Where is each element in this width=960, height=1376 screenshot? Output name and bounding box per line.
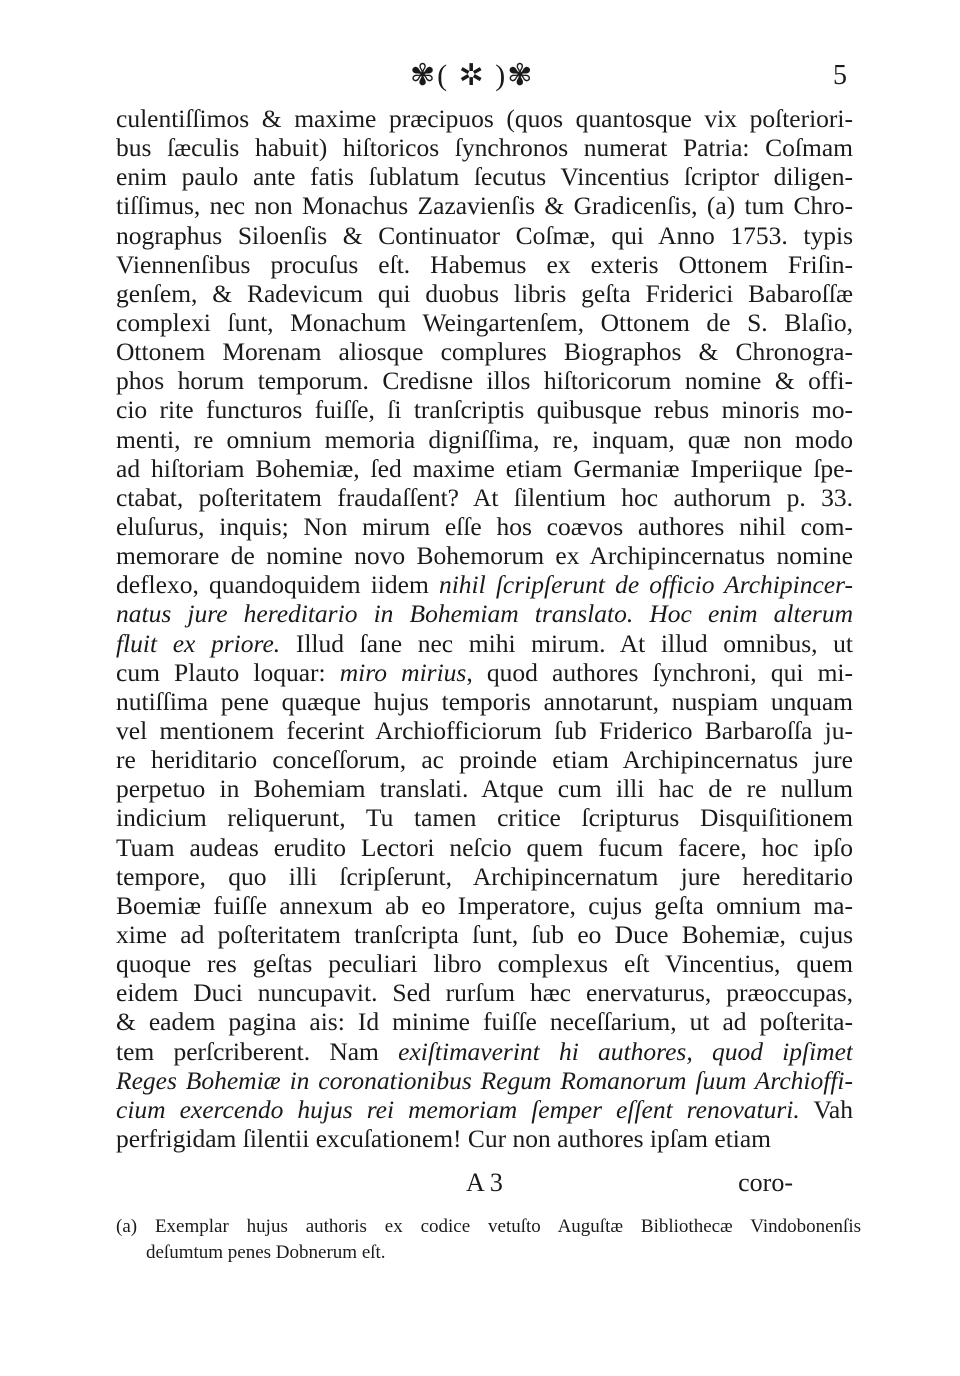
- text-line: [116, 862, 853, 891]
- text-segment: eidem Duci nuncupavit. Sed rurſum hæc enervaturus, præoccupas,: [116, 978, 853, 1008]
- page-number: 5: [833, 60, 847, 91]
- text-segment: Vah: [799, 1094, 853, 1124]
- text-segment: Viennenſibus procuſus eſt. Habemus ex exteris Ottonem Friſin-: [116, 249, 853, 279]
- text-line: [116, 949, 853, 978]
- text-segment: Ottonem Morenam aliosque complures Biographos & Chronogra-: [116, 337, 853, 367]
- text-line: [116, 221, 853, 250]
- running-header: [0, 58, 960, 98]
- text-segment: ctabat, poſteritatem fraudaſſent? At ſilentium hoc authorum p. 33.: [116, 482, 853, 512]
- text-line: [116, 483, 853, 512]
- text-line: [116, 774, 853, 803]
- text-line: [116, 250, 853, 279]
- text-line: [116, 920, 853, 949]
- italic-segment: natus jure hereditario in Bohemiam translato. Hoc enim alterum: [116, 599, 853, 629]
- text-segment: memorare de nomine novo Bohemorum ex Archipincernatus nomine: [116, 541, 853, 571]
- text-line: [116, 716, 853, 745]
- text-segment: phos horum temporum. Credisne illos hiſtoricorum nomine & offi-: [116, 366, 853, 396]
- text-segment: re heriditario conceſſorum, ac proinde etiam Archipincernatus jure: [116, 745, 853, 775]
- text-segment: nographus Siloenſis & Continuator Coſmæ, qui Anno 1753. typis: [116, 220, 853, 250]
- text-line: [116, 512, 853, 541]
- text-segment: quoque res geſtas peculiari libro complexus eſt Vincentius, quem: [116, 949, 853, 979]
- italic-segment: Reges Bohemiæ in coronationibus Regum Romanorum ſuum Archioffi-: [116, 1065, 853, 1095]
- text-line: [116, 1124, 853, 1153]
- footnote-line-2: deſumtum penes Dobnerum eſt.: [146, 1242, 386, 1263]
- text-segment: tiſſimus, nec non Monachus Zazavienſis & Gradicenſis, (a) tum Chro-: [116, 191, 853, 221]
- signature-row: [116, 1168, 853, 1200]
- footnote: [116, 1214, 861, 1266]
- text-segment: Illud ſane nec mihi mirum. At illud omnibus, ut: [280, 628, 853, 658]
- text-line: [116, 629, 853, 658]
- text-segment: Tuam audeas erudito Lectori neſcio quem fucum facere, hoc ipſo: [116, 832, 853, 862]
- text-line: [116, 833, 853, 862]
- text-segment: indicium reliquerunt, Tu tamen critice ſcripturus Disquiſitionem: [116, 803, 853, 833]
- text-segment: deflexo, quandoquidem iidem: [116, 570, 439, 600]
- text-line: [116, 891, 853, 920]
- text-line: [116, 1095, 853, 1124]
- text-line: [116, 570, 853, 599]
- text-segment: tem perſcriberent. Nam: [116, 1036, 399, 1066]
- italic-segment: exiſtimaverint hi authores, quod ipſimet: [398, 1036, 853, 1066]
- text-line: [116, 1007, 853, 1036]
- text-line: [116, 308, 853, 337]
- text-line: [116, 425, 853, 454]
- text-line: [116, 191, 853, 220]
- text-line: [116, 104, 853, 133]
- text-segment: eluſurus, inquis; Non mirum eſſe hos coævos authores nihil com-: [116, 511, 853, 541]
- text-segment: xime ad poſteritatem tranſcripta ſunt, ſub eo Duce Bohemiæ, cujus: [116, 919, 853, 949]
- text-line: [116, 1037, 853, 1066]
- text-segment: vel mentionem fecerint Archiofficiorum ſub Friderico Barbaroſſa ju-: [116, 715, 853, 745]
- italic-segment: cium exercendo hujus rei memoriam ſemper eſſent renovaturi.: [116, 1094, 800, 1124]
- text-segment: tempore, quo illi ſcripſerunt, Archipincernatum jure hereditario: [116, 861, 853, 891]
- footnote-line-1: (a) Exemplar hujus authoris ex codice vetuſto Auguſtæ Bibliothecæ Vindobonenſis: [116, 1216, 861, 1237]
- text-line: [116, 803, 853, 832]
- text-segment: nutiſſima pene quæque hujus temporis annotarunt, nuspiam unquam: [116, 686, 853, 716]
- text-line: [116, 133, 853, 162]
- signature-mark: A 3: [466, 1168, 503, 1197]
- text-segment: menti, re omnium memoria digniſſima, re, inquam, quæ non modo: [116, 424, 853, 454]
- text-line: [116, 395, 853, 424]
- text-line: [116, 745, 853, 774]
- text-segment: perfrigidam ſilentii excuſationem! Cur non authores ipſam etiam: [116, 1123, 772, 1153]
- text-segment: perpetuo in Bohemiam translati. Atque cum illi hac de re nullum: [116, 774, 853, 804]
- text-line: [116, 658, 853, 687]
- text-line: [116, 541, 853, 570]
- text-segment: complexi ſunt, Monachum Weingartenſem, Ottonem de S. Blaſio,: [116, 307, 853, 337]
- header-ornament: ✾( ✲ )✾: [410, 59, 535, 92]
- catchword: coro-: [738, 1168, 793, 1197]
- text-segment: , quod authores ſynchroni, qui mi-: [466, 657, 853, 687]
- text-line: [116, 687, 853, 716]
- text-segment: & eadem pagina ais: Id minime fuiſſe neceſſarium, ut ad poſterita-: [116, 1007, 853, 1037]
- text-segment: Boemiæ fuiſſe annexum ab eo Imperatore, cujus geſta omnium ma-: [116, 890, 853, 920]
- text-line: [116, 366, 853, 395]
- text-segment: genſem, & Radevicum qui duobus libris geſta Friderici Babaroſſæ: [116, 278, 853, 308]
- text-line: [116, 337, 853, 366]
- text-segment: cio rite functuros fuiſſe, ſi tranſcriptis quibusque rebus minoris mo-: [116, 395, 853, 425]
- italic-segment: nihil ſcripſerunt de officio Archipincer-: [438, 570, 853, 600]
- text-segment: ad hiſtoriam Bohemiæ, ſed maxime etiam Germaniæ Imperiique ſpe-: [116, 453, 853, 483]
- italic-segment: miro mirius: [339, 657, 467, 687]
- text-segment: bus ſæculis habuit) hiſtoricos ſynchronos numerat Patria: Coſmam: [116, 133, 853, 163]
- text-line: [116, 162, 853, 191]
- text-line: [116, 454, 853, 483]
- text-segment: enim paulo ante fatis ſublatum ſecutus Vincentius ſcriptor diligen-: [116, 162, 853, 192]
- text-segment: culentiſſimos & maxime præcipuos (quos quantosque vix poſteriori-: [116, 104, 853, 133]
- text-segment: cum Plauto loquar:: [116, 657, 340, 687]
- text-line: [116, 599, 853, 628]
- text-line: [116, 1066, 853, 1095]
- text-line: [116, 978, 853, 1007]
- main-text: [116, 104, 853, 1153]
- italic-segment: fluit ex priore.: [116, 628, 281, 658]
- text-line: [116, 279, 853, 308]
